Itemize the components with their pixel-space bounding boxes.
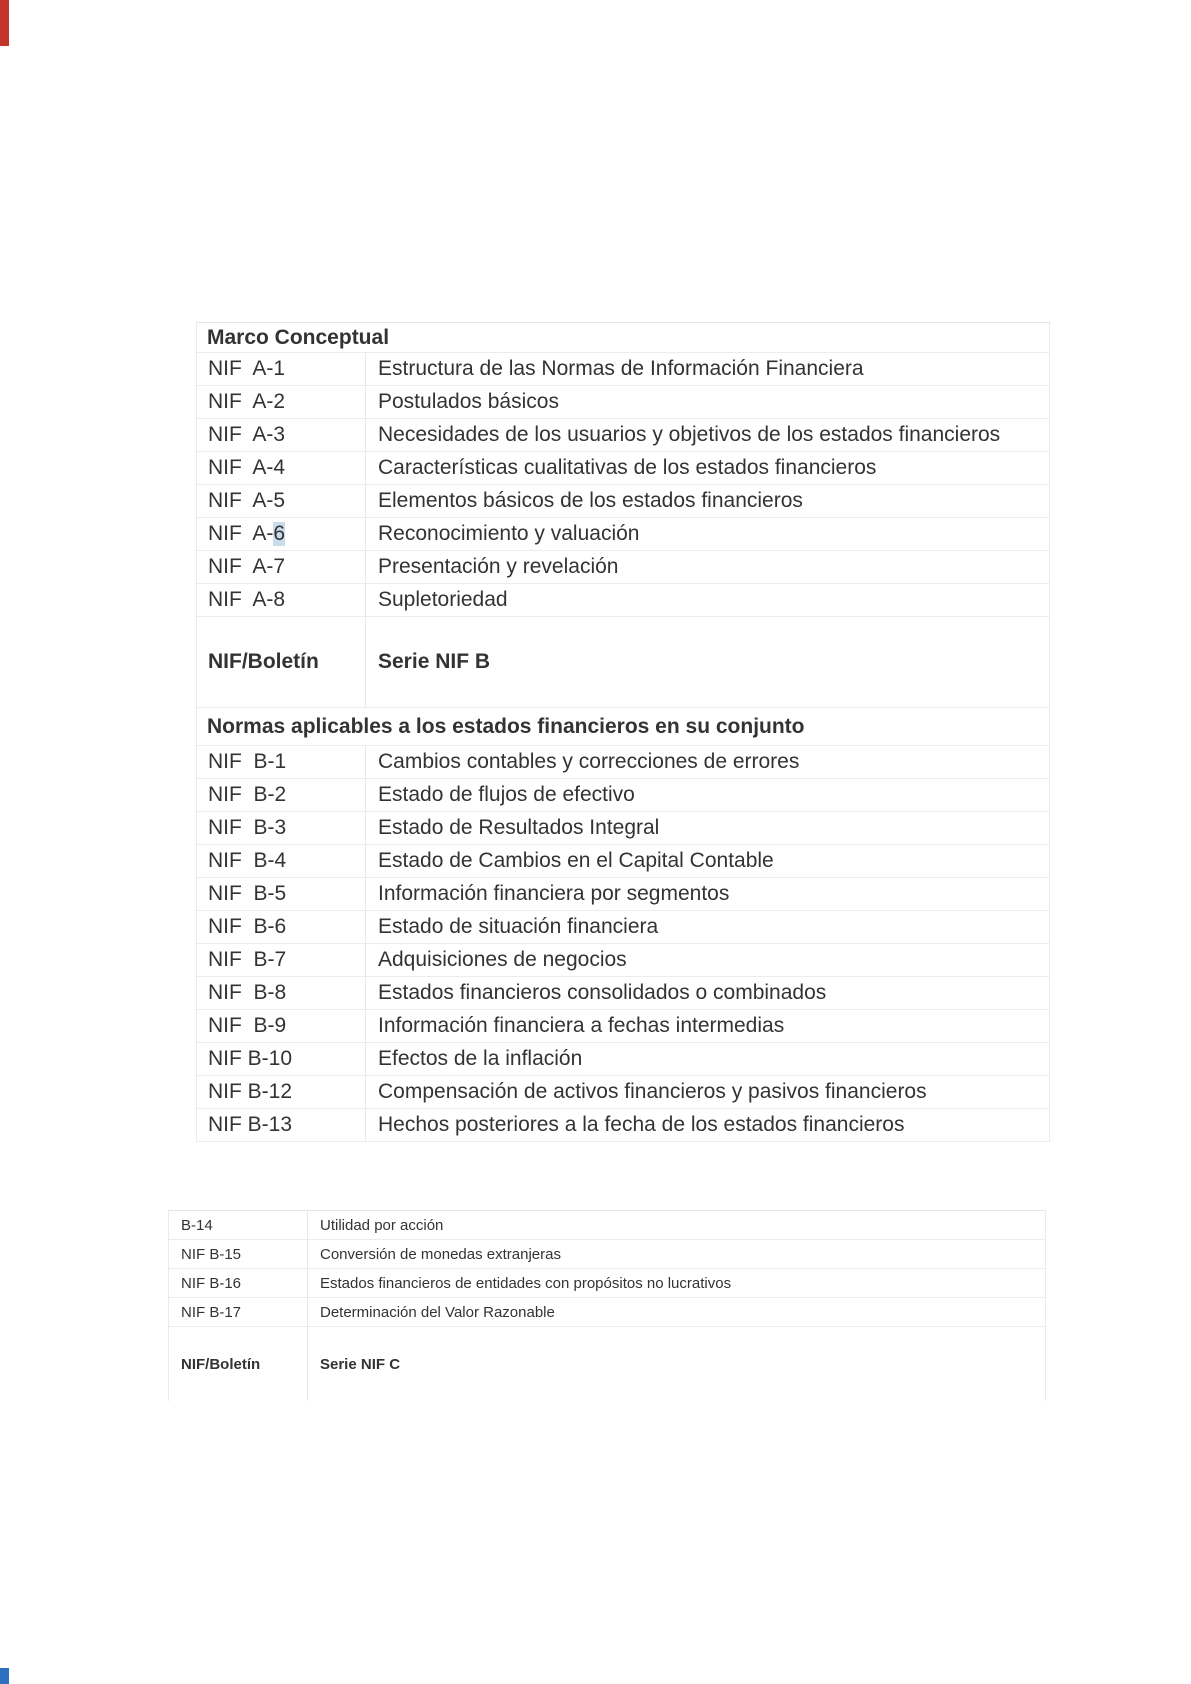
top-left-corner-mark (0, 0, 9, 46)
nif-title-cell: Conversión de monedas extranjeras (320, 1245, 561, 1263)
section-header-label: Normas aplicables a los estados financieros en su conjunto (207, 714, 805, 738)
nif-series-ab-table (196, 322, 1050, 1142)
serie-label-cell: Serie NIF C (320, 1355, 401, 1373)
boletin-label-cell: NIF/Boletín (197, 617, 366, 707)
table-row (197, 1010, 1049, 1043)
table-row (197, 353, 1049, 386)
nif-title-cell: Hechos posteriores a la fecha de los estados financieros (378, 1113, 905, 1136)
nif-code-cell: NIF A-8 (197, 584, 366, 616)
nif-code-cell: NIF B-2 (197, 779, 366, 811)
nif-code-cell: NIF B-1 (197, 746, 366, 778)
boletin-label-cell: NIF/Boletín (169, 1327, 308, 1401)
nif-title-cell: Estados financieros consolidados o combinados (378, 981, 827, 1004)
serie-label-cell: Serie NIF B (378, 650, 491, 673)
nif-title-cell: Estructura de las Normas de Información Financiera (378, 357, 864, 380)
nif-title-cell: Elementos básicos de los estados financieros (378, 489, 803, 512)
nif-title-cell: Estado de situación financiera (378, 915, 659, 938)
nif-code-cell: B-14 (169, 1211, 308, 1239)
nif-title-cell: Cambios contables y correcciones de errores (378, 750, 800, 773)
nif-code-cell: NIF B-6 (197, 911, 366, 943)
nif-title-cell: Adquisiciones de negocios (378, 948, 627, 971)
nif-code-cell: NIF B-10 (197, 1043, 366, 1075)
table-row (197, 452, 1049, 485)
nif-code-cell: NIF A-3 (197, 419, 366, 451)
table-row (197, 419, 1049, 452)
nif-code-cell: NIF B-16 (169, 1269, 308, 1297)
nif-code-prefix: NIF A- (208, 522, 274, 545)
table-row (169, 1298, 1045, 1327)
nif-title-cell: Necesidades de los usuarios y objetivos de los estados financieros (378, 423, 1001, 446)
nif-code-cell: NIF B-13 (197, 1109, 366, 1141)
nif-title-cell: Efectos de la inflación (378, 1047, 583, 1070)
nif-code-cell: NIF B-15 (169, 1240, 308, 1268)
section-header-label: Marco Conceptual (207, 325, 390, 349)
nif-code-cell: NIF B-3 (197, 812, 366, 844)
boletin-serie-c-row (169, 1327, 1045, 1401)
nif-code-cell: NIF A-7 (197, 551, 366, 583)
nif-title-cell: Estados financieros de entidades con propósitos no lucrativos (320, 1274, 732, 1292)
nif-code-cell: NIF B-4 (197, 845, 366, 877)
nif-code-cell: NIF B-7 (197, 944, 366, 976)
table-row (197, 1109, 1049, 1142)
table-row (197, 551, 1049, 584)
section-header-marco-conceptual (197, 323, 1049, 353)
nif-code-cell: NIF A-2 (197, 386, 366, 418)
table-row (197, 485, 1049, 518)
nif-code-cell: NIF B-8 (197, 977, 366, 1009)
section-header-normas-aplicables (197, 708, 1049, 746)
table-row (197, 911, 1049, 944)
nif-title-cell: Presentación y revelación (378, 555, 619, 578)
nif-title-cell: Estado de Resultados Integral (378, 816, 660, 839)
boletin-serie-b-row (197, 617, 1049, 708)
nif-title-cell: Estado de flujos de efectivo (378, 783, 635, 806)
nif-series-b-continued-table (168, 1210, 1046, 1401)
nif-code-cell: NIF A-4 (197, 452, 366, 484)
nif-code-cell: NIF A-5 (197, 485, 366, 517)
table-row (169, 1211, 1045, 1240)
bottom-left-corner-mark (0, 1668, 9, 1684)
nif-title-cell: Características cualitativas de los estados financieros (378, 456, 877, 479)
table-row (197, 779, 1049, 812)
nif-title-cell: Estado de Cambios en el Capital Contable (378, 849, 774, 872)
table-row (197, 944, 1049, 977)
table-row (169, 1269, 1045, 1298)
highlighted-cell-cursor: 6 (273, 522, 286, 545)
nif-title-cell: Compensación de activos financieros y pasivos financieros (378, 1080, 927, 1103)
table-row (197, 878, 1049, 911)
table-row (197, 845, 1049, 878)
nif-title-cell: Información financiera por segmentos (378, 882, 730, 905)
table-row (197, 812, 1049, 845)
nif-code-cell: NIF A-1 (197, 353, 366, 385)
table-row (197, 1043, 1049, 1076)
nif-title-cell: Supletoriedad (378, 588, 508, 611)
nif-code-cell: NIF B-9 (197, 1010, 366, 1042)
table-row (197, 1076, 1049, 1109)
nif-title-cell: Información financiera a fechas intermedias (378, 1014, 785, 1037)
nif-title-cell: Reconocimiento y valuación (378, 522, 640, 545)
table-row (197, 977, 1049, 1010)
nif-title-cell: Determinación del Valor Razonable (320, 1303, 555, 1321)
nif-code-cell: NIF B-5 (197, 878, 366, 910)
nif-code-cell (197, 518, 366, 550)
table-row (197, 584, 1049, 617)
nif-code-cell: NIF B-12 (197, 1076, 366, 1108)
nif-title-cell: Postulados básicos (378, 390, 559, 413)
table-row (169, 1240, 1045, 1269)
table-row (197, 386, 1049, 419)
nif-code-cell: NIF B-17 (169, 1298, 308, 1326)
table-row-a6 (197, 518, 1049, 551)
nif-title-cell: Utilidad por acción (320, 1216, 444, 1234)
table-row (197, 746, 1049, 779)
